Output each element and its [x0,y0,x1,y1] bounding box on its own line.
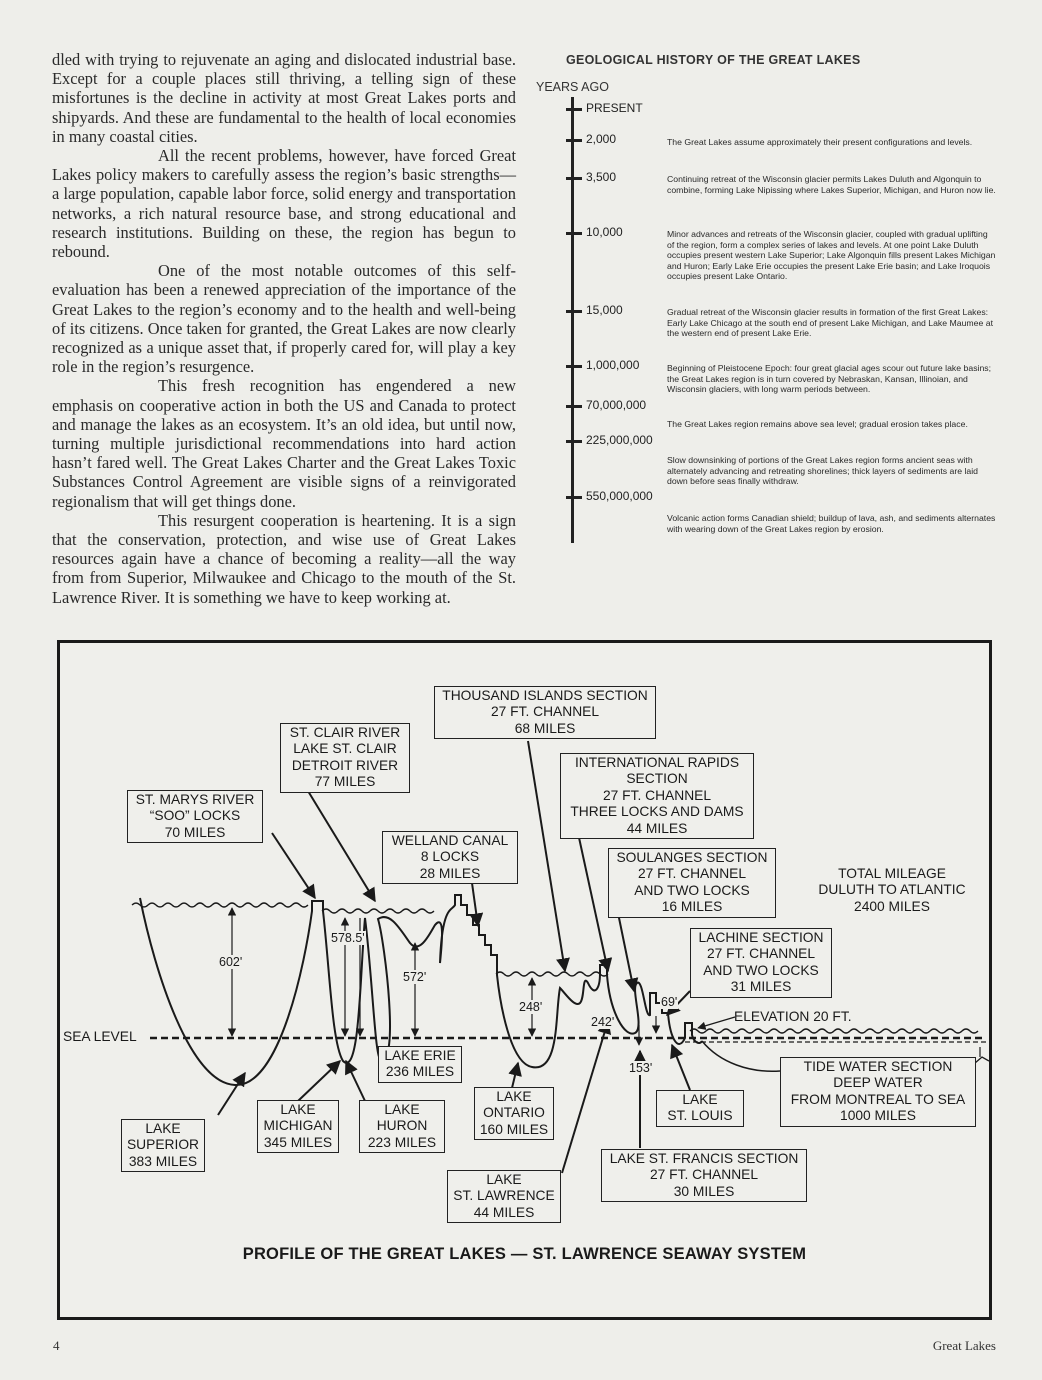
label-line: ST. LAWRENCE [453,1188,555,1204]
label-line: MICHIGAN [263,1118,333,1134]
timeline-tick [566,365,582,368]
depth-label-ontario: 248' [519,1000,543,1014]
label-line: LAKE [682,1092,718,1107]
label-line: 27 FT. CHANNEL [602,787,712,803]
label-line: 27 FT. CHANNEL [637,866,747,882]
label-line: THOUSAND ISLANDS SECTION [442,688,648,703]
timeline-description: The Great Lakes region remains above sea level; gradual erosion takes place. [667,419,968,429]
label-line: 345 MILES [263,1134,333,1150]
timeline-description: Minor advances and retreats of the Wisconsin glacier, coupled with gradual uplifting of the region, form a complex series of lakes and levels. At one point Lake Duluth occupies present western Lake Superior; Lake Algonquin fills present Lakes Michigan and Huron; Early Lake Erie occupies the present Lake Erie basin; and Lake Iroquois occupies present Lake Ontario. [667,229,996,282]
depth-label-st-louis: 69' [661,995,678,1009]
timeline-tick [566,405,582,408]
lake-superior-label [121,1119,205,1172]
article-body [52,50,516,607]
label-line: DETROIT RIVER [291,757,399,773]
timeline-year: 15,000 [586,303,623,317]
label-line: SOULANGES SECTION [616,850,768,865]
label-line: 44 MILES [626,820,688,836]
label-line: 1000 MILES [840,1108,916,1124]
article-paragraph: One of the most notable outcomes of this self-evaluation has been a renewed appreciation of the importance of the Great Lakes to the region’s economy and to the health and well-being of its citizens. Once taken for granted, the Great Lakes are now clearly recognized as a unique asset that, if properly cared for, will play a key role in the region’s resurgence. [52,261,516,377]
soulanges-label [608,848,776,918]
label-line: LAKE ST. CLAIR [293,741,397,757]
lachine-label [690,928,832,998]
timeline-description: Volcanic action forms Canadian shield; buildup of lava, ash, and sediments alternates with wearing down of the Great Lakes region by erosion. [667,513,996,534]
label-line: “SOO” LOCKS [149,808,241,824]
publication-name: Great Lakes [932,1338,996,1353]
label-line: ONTARIO [483,1105,545,1121]
article-paragraph: All the recent problems, however, have forced Great Lakes policy makers to carefully assess the region’s basic strengths—a large population, capable labor force, solid energy and transportation networks, a rich natural resource base, and strong educational and research institutions. Building on these, the region has begun to rebound. [52,146,516,262]
thousand-islands-label [434,686,656,739]
label-line: 27 FT. CHANNEL [490,704,600,720]
total-mileage-line: TOTAL MILEAGE [838,866,946,881]
label-line: LAKE ERIE [384,1048,456,1063]
article-paragraph: This resurgent cooperation is heartening. It is a sign that the conservation, protection, and wise use of Great Lakes resources again have a chance of becoming a reality—all the way from from Superior, Milwaukee and Chicago to the mouth of the St. Lawrence River. It is something we have to keep working at. [52,510,516,607]
timeline-year: 70,000,000 [586,398,647,412]
total-mileage-line: DULUTH TO ATLANTIC [818,882,966,898]
label-line: FROM MONTREAL TO SEA [790,1091,966,1107]
geology-title: GEOLOGICAL HISTORY OF THE GREAT LAKES [566,53,861,67]
depth-label-st-lawrence: 242' [591,1015,615,1029]
depth-label-erie: 572' [403,970,427,984]
lake-huron-label [359,1100,445,1153]
label-line: 68 MILES [514,720,576,736]
lake-erie-label [378,1046,462,1083]
label-line: LAKE ST. FRANCIS SECTION [609,1151,799,1166]
label-line: HURON [376,1118,428,1134]
depth-label-st-francis: 153' [629,1061,653,1075]
depth-label-superior: 602' [219,955,243,969]
lake-st-lawrence-label [447,1170,561,1223]
page-number: 4 [53,1338,60,1353]
label-line: 223 MILES [367,1134,437,1150]
lake-ontario-label [474,1087,554,1140]
label-line: ST. LOUIS [667,1108,733,1124]
timeline-year: 3,500 [586,170,617,184]
article-paragraph: dled with trying to rejuvenate an aging and dislocated industrial base. Except for a couple places still thriving, a telling sign of these misfortunes is the decline in activity at most Great Lakes ports and shipyards. And these are fundamental to the health of local economies in many coastal cities. [52,50,516,146]
label-line: LAKE [496,1089,532,1104]
label-line: TIDE WATER SECTION [803,1059,953,1074]
label-line: THREE LOCKS AND DAMS [570,804,744,820]
tide-water-label [780,1057,976,1127]
label-line: LAKE [384,1102,420,1117]
label-line: 236 MILES [385,1064,455,1080]
label-line: 8 LOCKS [420,849,480,865]
seaway-profile-diagram [57,640,992,1320]
timeline-tick [566,440,582,443]
years-ago-label: YEARS AGO [536,80,609,94]
total-mileage-line: 2400 MILES [854,898,930,914]
st-clair-label [280,723,410,793]
label-line: 70 MILES [164,824,226,840]
diagram-title: PROFILE OF THE GREAT LAKES — ST. LAWRENCE SEAWAY SYSTEM [242,1245,807,1263]
sea-level-label: SEA LEVEL [63,1029,137,1044]
label-line: 44 MILES [473,1204,535,1220]
label-line: 77 MILES [314,774,376,790]
label-line: WELLAND CANAL [391,833,509,848]
label-line: LAKE [145,1121,181,1136]
label-line: 383 MILES [128,1153,198,1169]
depth-label-huron-michigan: 578.5' [331,931,365,945]
label-line: 30 MILES [673,1183,735,1199]
label-line: 28 MILES [419,865,481,881]
label-line: 16 MILES [661,899,723,915]
welland-canal-label [382,831,518,884]
label-line: 27 FT. CHANNEL [649,1167,759,1183]
timeline-description: Continuing retreat of the Wisconsin glacier permits Lakes Duluth and Algonquin to combine, forming Lake Nipissing where Lakes Superior, Michigan, and Huron now lie. [667,174,996,195]
article-paragraph: This fresh recognition has engendered a new emphasis on cooperative action in both the US and Canada to protect and manage the lakes as an ecosystem. It’s an old idea, but until now, turning multiple jurisdictional recommendations into hard action hasn’t fared well. The Great Lakes Charter and the Great Lakes Toxic Substances Control Agreement are visible signs of a reinvigorated regionalism that will get things done. [52,376,516,511]
timeline-tick [566,310,582,313]
label-line: 27 FT. CHANNEL [706,946,816,962]
label-line: AND TWO LOCKS [634,882,750,898]
timeline-year: 2,000 [586,132,617,146]
label-line: AND TWO LOCKS [703,962,819,978]
label-line: LAKE [280,1102,316,1117]
label-line: INTERNATIONAL RAPIDS [574,755,740,770]
timeline-tick [566,232,582,235]
timeline-year: 10,000 [586,225,623,239]
timeline-tick [566,177,582,180]
label-line: DEEP WATER [833,1075,923,1091]
timeline-description: The Great Lakes assume approximately their present configurations and levels. [667,137,973,147]
timeline-tick [566,108,582,111]
label-line: SECTION [626,771,688,787]
label-line: LAKE [486,1172,522,1187]
timeline-year: 550,000,000 [586,489,653,503]
label-line: ST. MARYS RIVER [135,792,255,807]
lake-st-francis-label [601,1149,807,1202]
total-mileage [812,866,972,915]
lake-st-louis-label [656,1090,744,1127]
label-line: LACHINE SECTION [698,930,824,945]
timeline-description: Beginning of Pleistocene Epoch: four great glacial ages scour out future lake basins; the Great Lakes region is in turn covered by Nebraskan, Kansan, Illinoian, and Wisconsin glaciers, with long warm periods between. [667,363,992,395]
timeline-year: PRESENT [586,101,643,115]
timeline-description: Gradual retreat of the Wisconsin glacier results in formation of the first Great Lakes: Early Lake Chicago at the south end of present Lake Michigan, and Lake Maumee at the western end of present Lake Erie. [667,307,993,339]
timeline-tick [566,496,582,499]
international-rapids-label [560,753,754,839]
timeline-axis [571,97,574,543]
timeline-tick [566,139,582,142]
label-line: ST. CLAIR RIVER [289,725,401,740]
st-marys-label [127,790,263,843]
label-line: SUPERIOR [126,1137,200,1153]
elevation-label: ELEVATION 20 FT. [734,1009,852,1024]
label-line: 31 MILES [730,979,792,995]
label-line: 160 MILES [479,1121,549,1137]
timeline-year: 1,000,000 [586,358,640,372]
timeline-year: 225,000,000 [586,433,653,447]
timeline-description: Slow downsinking of portions of the Great Lakes region forms ancient seas with alternately advancing and retreating shorelines; thick layers of sediments are laid down before seas finally withdraw. [667,455,978,487]
lake-michigan-label [257,1100,339,1153]
